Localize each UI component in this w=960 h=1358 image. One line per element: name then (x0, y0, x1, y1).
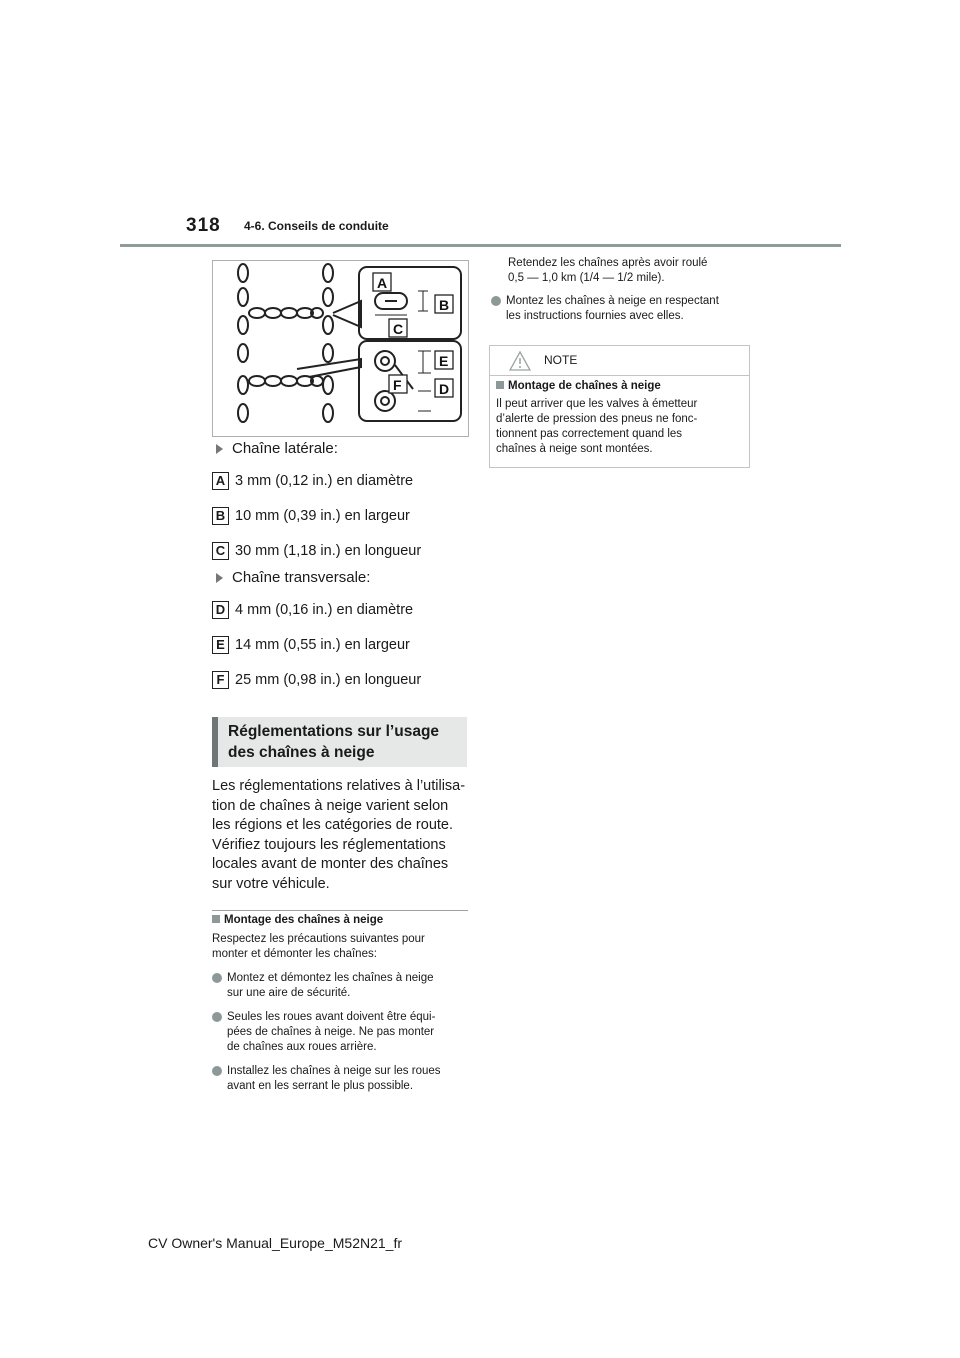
regulations-body: Les réglementations relatives à l’utilisa- tion de chaînes à neige varient selon les régions et les catégories de route. Vérifiez toujours les réglementations locales avant de monter des chaînes sur votre véhicule. (212, 778, 466, 892)
bullet-icon (491, 296, 501, 306)
footer: CV Owner's Manual_Europe_M52N21_fr (147, 1235, 403, 1251)
square-bullet-icon (212, 915, 220, 923)
square-bullet-icon (496, 381, 504, 389)
lateral-chain-heading: Chaîne latérale: (216, 440, 338, 457)
spec-a: A 3 mm (0,12 in.) en diamètre (212, 472, 413, 490)
header-rule (120, 244, 841, 247)
spec-b: B 10 mm (0,39 in.) en largeur (212, 507, 410, 525)
mounting-section (212, 914, 472, 1094)
snow-chain-illustration (213, 261, 468, 436)
arrow-right-icon (216, 573, 223, 583)
spec-c: C 30 mm (1,18 in.) en longueur (212, 542, 421, 560)
list-item: Installez les chaînes à neige sur les roues avant en les serrant le plus possible. (212, 1064, 472, 1094)
arrow-right-icon (216, 444, 223, 454)
note-heading: Montage de chaînes à neige (496, 380, 749, 392)
spec-f: F 25 mm (0,98 in.) en longueur (212, 671, 421, 689)
page-number: 318 (186, 215, 221, 236)
callout-e: E (439, 353, 449, 369)
note-body: Il peut arriver que les valves à émetteur d’alerte de pression des pneus ne fonc- tionnent pas correctement quand les chaînes à neige sont montées. (496, 398, 698, 455)
callout-d: D (439, 381, 450, 397)
bullet-icon (212, 1012, 222, 1022)
mounting-intro: Respectez les précautions suivantes pour monter et démonter les chaînes: (212, 933, 425, 960)
retension-text: Retendez les chaînes après avoir roulé 0,5 — 1,0 km (1/4 — 1/2 mile). (508, 257, 708, 284)
callout-c: C (393, 321, 404, 337)
section-title: 4-6. Conseils de conduite (244, 219, 389, 233)
cross-chain-heading: Chaîne transversale: (216, 569, 370, 586)
callout-a: A (377, 275, 388, 291)
spec-d: D 4 mm (0,16 in.) en diamètre (212, 601, 413, 619)
note-box (489, 345, 750, 468)
list-item: Montez et démontez les chaînes à neige sur une aire de sécurité. (212, 971, 472, 1001)
regulations-heading: Réglementations sur l’usage des chaînes à neige (212, 717, 467, 767)
callout-f: F (393, 377, 402, 393)
spec-e: E 14 mm (0,55 in.) en largeur (212, 636, 410, 654)
note-label: NOTE (544, 353, 578, 367)
bullet-icon (212, 973, 222, 983)
mounting-heading: Montage des chaînes à neige (212, 914, 472, 926)
bullet-icon (212, 1066, 222, 1076)
list-item: Seules les roues avant doivent être équi- pées de chaînes à neige. Ne pas monter de chaînes aux roues arrière. (212, 1010, 472, 1055)
list-item: Montez les chaînes à neige en respectant les instructions fournies avec elles. (491, 294, 756, 324)
snow-chain-figure (212, 260, 469, 437)
subsection-rule (212, 910, 468, 911)
warning-icon (509, 351, 531, 371)
callout-b: B (439, 297, 450, 313)
